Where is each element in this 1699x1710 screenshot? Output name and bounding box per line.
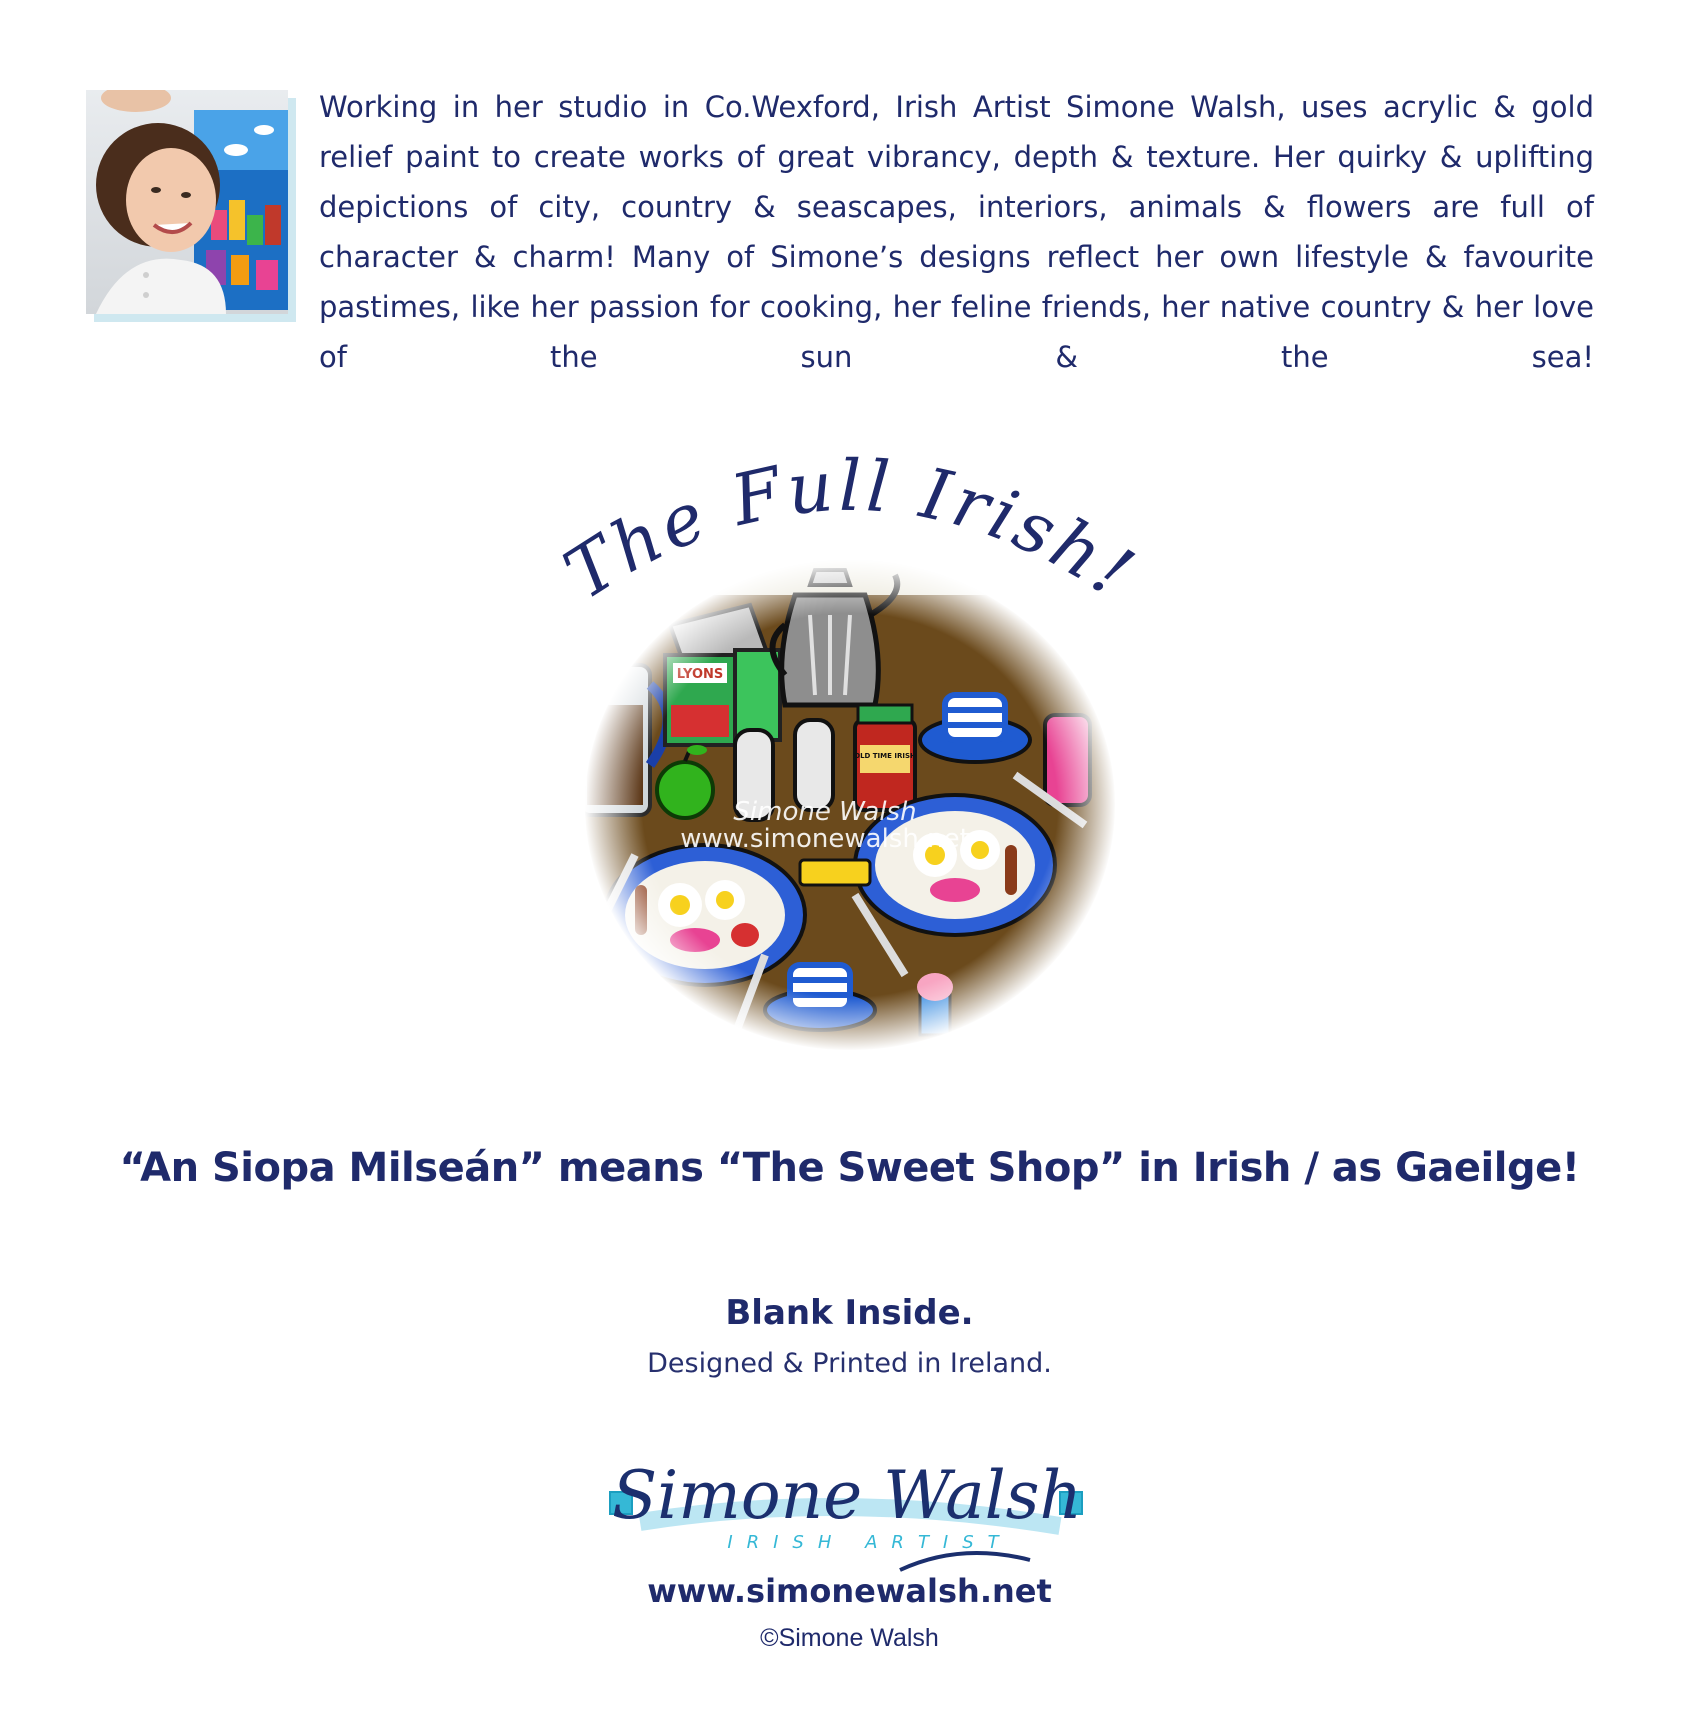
website-link[interactable]: www.simonewalsh.net	[647, 1572, 1052, 1610]
logo-subtitle: IRISH ARTIST	[727, 1532, 1013, 1553]
copyright-notice: ©Simone Walsh	[760, 1624, 939, 1652]
breakfast-painting	[575, 555, 1125, 1055]
printed-in-text: Designed & Printed in Ireland.	[647, 1348, 1052, 1379]
tagline: “An Siopa Milseán” means “The Sweet Shop” in Irish / as Gaeilge!	[119, 1145, 1580, 1191]
card-title: The Full Irish!	[550, 444, 1151, 616]
artist-bio: Working in her studio in Co.Wexford, Irish Artist Simone Walsh, uses acrylic & gold relief paint to create works of great vibrancy, depth & texture. Her quirky & uplifting depictions of city, country & seascapes, interiors, animals & flowers are full of character & charm! Many of Simone’s designs reflect her own lifestyle & favourite pastimes, like her passion for cooking, her feline friends, her native country & her love of the sun & the sea!	[319, 90, 1594, 374]
artist-portrait	[86, 90, 288, 314]
logo-name: Simone Walsh	[611, 1457, 1083, 1534]
blank-inside-text: Blank Inside.	[725, 1293, 974, 1333]
artist-logo	[600, 1430, 1100, 1580]
artist-photo-icon	[86, 90, 288, 314]
